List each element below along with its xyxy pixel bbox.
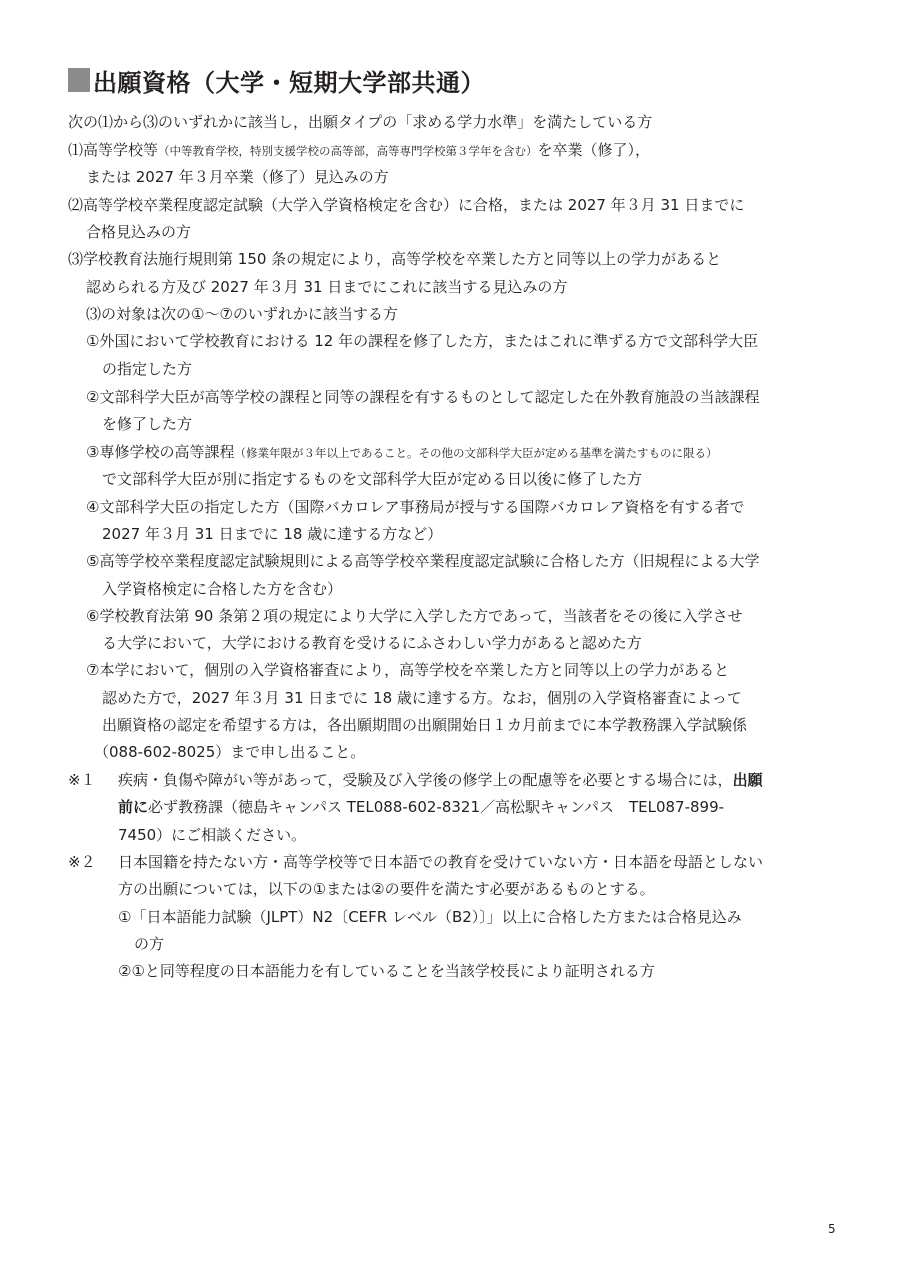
note-2-line-2: 方の出願については，以下の①または②の要件を満たす必要があるものとする。 bbox=[118, 880, 655, 898]
sub-item-7-line-2: 認めた方で，2027 年３月 31 日までに 18 歳に達する方。なお，個別の入学資格審査によって bbox=[102, 689, 742, 707]
note-1-line-1 bbox=[118, 771, 763, 789]
note-2-req-1-line-2: の方 bbox=[134, 935, 165, 953]
item-2-line-1: ⑵高等学校卒業程度認定試験（大学入学資格検定を含む）に合格，または 2027 年３月 31 日までに bbox=[68, 196, 745, 214]
sub-item-5-line-1: ⑤高等学校卒業程度認定試験規則による高等学校卒業程度認定試験に合格した方（旧規程による大学 bbox=[86, 552, 760, 570]
sub-item-3-lead: ③専修学校の高等課程 bbox=[86, 443, 235, 461]
item-1-lead: ⑴高等学校等 bbox=[68, 141, 159, 159]
heading-title: 出願資格（大学・短期大学部共通） bbox=[93, 68, 485, 97]
sub-item-3-line-2: で文部科学大臣が別に指定するものを文部科学大臣が定める日以後に修了した方 bbox=[102, 470, 643, 488]
item-1-line-2: または 2027 年３月卒業（修了）見込みの方 bbox=[86, 168, 389, 186]
sub-item-7-line-4: （088-602-8025）まで申し出ること。 bbox=[94, 743, 366, 761]
sub-item-4-line-1: ④文部科学大臣の指定した方（国際バカロレア事務局が授与する国際バカロレア資格を有する者で bbox=[86, 498, 745, 516]
note-1-line-3: 7450）にご相談ください。 bbox=[118, 826, 307, 844]
sub-item-5-line-2: 入学資格検定に合格した方を含む） bbox=[102, 580, 343, 598]
sub-item-1-line-1: ①外国において学校教育における 12 年の課程を修了した方，またはこれに準ずる方で文部科学大臣 bbox=[86, 332, 759, 350]
note-1-line-1-text: 疾病・負傷や障がい等があって，受験及び入学後の修学上の配慮等を必要とする場合には， bbox=[118, 771, 733, 789]
item-3-line-1: ⑶学校教育法施行規則第 150 条の規定により，高等学校を卒業した方と同等以上の学力があると bbox=[68, 250, 722, 268]
item-3-line-2: 認められる方及び 2027 年３月 31 日までにこれに該当する見込みの方 bbox=[86, 278, 568, 296]
sub-item-7-line-3: 出願資格の認定を希望する方は，各出願期間の出願開始日１カ月前までに本学教務課入学試験係 bbox=[102, 716, 748, 734]
note-1-mark: ※１ bbox=[68, 771, 96, 789]
sub-item-4-line-2: 2027 年３月 31 日までに 18 歳に達する方など） bbox=[102, 525, 443, 543]
sub-item-7-line-1: ⑦本学において，個別の入学資格審査により，高等学校を卒業した方と同等以上の学力があると bbox=[86, 661, 730, 679]
note-2-req-2: ②①と同等程度の日本語能力を有していることを当該学校長により証明される方 bbox=[118, 962, 655, 980]
sub-item-6-line-1: ⑥学校教育法第 90 条第２項の規定により大学に入学した方であって，当該者をその後に入学させ bbox=[86, 607, 743, 625]
note-2-mark: ※２ bbox=[68, 853, 96, 871]
item-1-line-1 bbox=[68, 141, 650, 160]
section-heading bbox=[68, 62, 485, 98]
note-1-line-1-bold: 出願 bbox=[732, 771, 763, 789]
item-1-tail: を卒業（修了）， bbox=[537, 141, 651, 159]
item-3-sub-intro: ⑶の対象は次の①～⑦のいずれかに該当する方 bbox=[86, 305, 398, 323]
sub-item-2-line-1: ②文部科学大臣が高等学校の課程と同等の課程を有するものとして認定した在外教育施設の当該課程 bbox=[86, 388, 760, 406]
page-number: 5 bbox=[828, 1222, 836, 1236]
sub-item-6-line-2: る大学において，大学における教育を受けるにふさわしい学力があると認めた方 bbox=[102, 634, 642, 652]
sub-item-3-note: （修業年限が３年以上であること。その他の文部科学大臣が定める基準を満たすものに限る） bbox=[234, 446, 718, 460]
note-1-line-2-bold: 前に bbox=[118, 798, 149, 816]
sub-item-3-line-1 bbox=[86, 443, 717, 462]
note-2-line-1: 日本国籍を持たない方・高等学校等で日本語での教育を受けていない方・日本語を母語としない bbox=[118, 853, 764, 871]
note-1-line-2-text: 必ず教務課（徳島キャンパス TEL088-602-8321／高松駅キャンパス TEL087-899- bbox=[148, 798, 725, 816]
sub-item-2-line-2: を修了した方 bbox=[102, 415, 193, 433]
note-2-req-1-line-1: ①「日本語能力試験（JLPT）N2〔CEFR レベル（B2）〕」以上に合格した方または合格見込み bbox=[118, 908, 742, 926]
item-1-note: （中等教育学校，特別支援学校の高等部，高等専門学校第３学年を含む） bbox=[158, 144, 538, 158]
sub-item-1-line-2: の指定した方 bbox=[102, 360, 193, 378]
heading-square-icon bbox=[68, 68, 90, 92]
note-1-line-2 bbox=[118, 798, 724, 816]
intro-text: 次の⑴から⑶のいずれかに該当し，出願タイプの「求める学力水準」を満たしている方 bbox=[68, 113, 653, 131]
item-2-line-2: 合格見込みの方 bbox=[86, 223, 192, 241]
